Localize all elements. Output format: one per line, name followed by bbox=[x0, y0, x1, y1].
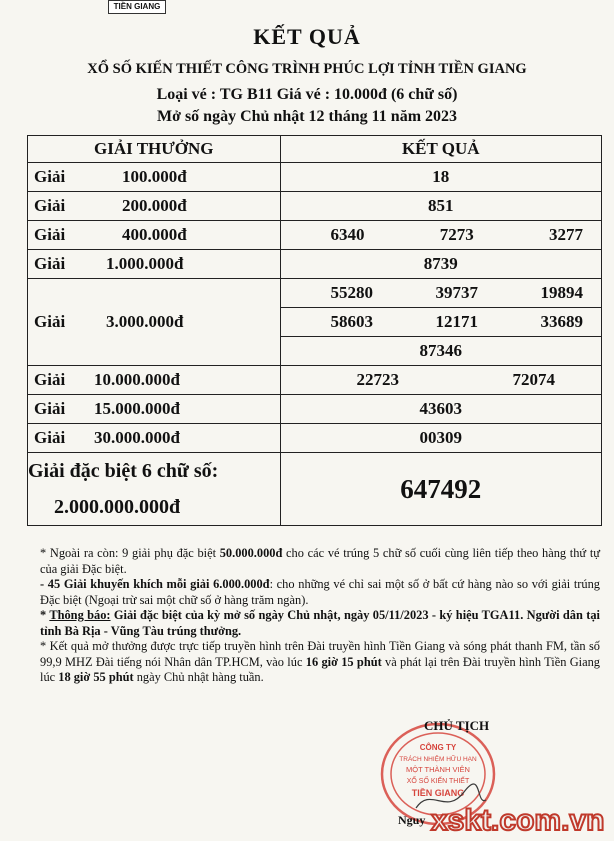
special-prize-number: 647492 bbox=[280, 453, 601, 526]
result-number: 58603 bbox=[330, 312, 374, 331]
table-row bbox=[28, 366, 602, 395]
result-cell bbox=[280, 308, 601, 337]
result-number: 22723 bbox=[356, 370, 400, 389]
table-row bbox=[28, 192, 602, 221]
result-number: 43603 bbox=[280, 395, 601, 424]
prize-amount: 10.000.000đ bbox=[94, 370, 180, 389]
prize-column-header: GIẢI THƯỞNG bbox=[28, 136, 281, 163]
result-number: 7273 bbox=[439, 225, 474, 244]
prize-amount: 30.000.000đ bbox=[94, 428, 180, 447]
prize-label: Giải bbox=[34, 312, 66, 331]
table-row bbox=[28, 424, 602, 453]
stamp-text: TRÁCH NHIỆM HỮU HẠN bbox=[399, 756, 477, 763]
ticket-info: Loại vé : TG B11 Giá vé : 10.000đ (6 chữ số) bbox=[156, 86, 458, 103]
prize-cell bbox=[28, 366, 281, 395]
signatory-title: CHỦ TỊCH bbox=[424, 718, 490, 733]
result-number: 8739 bbox=[280, 250, 601, 279]
prize-cell bbox=[28, 424, 281, 453]
result-number: 33689 bbox=[540, 312, 583, 331]
draw-date: Mở số ngày Chủ nhật 12 tháng 11 năm 2023 bbox=[156, 108, 458, 125]
special-prize-label: Giải đặc biệt 6 chữ số: bbox=[28, 453, 281, 490]
lottery-name: XỔ SỐ KIẾN THIẾT CÔNG TRÌNH PHÚC LỢI TỈNH TIỀN GIANG bbox=[87, 61, 527, 77]
result-number: 55280 bbox=[330, 283, 374, 302]
prize-cell bbox=[28, 192, 281, 221]
prize-cell bbox=[28, 279, 281, 366]
page-title: KẾT QUẢ bbox=[253, 24, 361, 49]
note-consolation-prizes: - 45 Giải khuyến khích mỗi giải 6.000.000đ: cho những vé chỉ sai một số ở bất cứ hàng nào so với giải trúng Đặc biệt (Ngoại trừ sai một chữ số ở hàng trăm ngàn). bbox=[40, 577, 600, 607]
stamp-text: CÔNG TY bbox=[419, 743, 457, 752]
note-broadcast: * Kết quả mở thưởng được trực tiếp truyền hình trên Đài truyền hình Tiền Giang và sóng phát thanh FM, tần số 99,9 MHZ Đài tiếng nói Nhân dân TP.HCM, vào lúc 16 giờ 15 phút và phát lại trên Đài truyền hình Tiền Giang lúc 18 giờ 55 phút ngày Chủ nhật hàng tuần. bbox=[40, 639, 600, 684]
prize-label: Giải bbox=[34, 254, 66, 273]
site-watermark: xskt.com.vn bbox=[431, 804, 605, 837]
prize-label: Giải bbox=[34, 428, 66, 447]
prize-cell bbox=[28, 395, 281, 424]
prize-cell bbox=[28, 250, 281, 279]
result-number: 12171 bbox=[435, 312, 479, 331]
note-extra-prizes: * Ngoài ra còn: 9 giải phụ đặc biệt 50.000.000đ cho các vé trúng 5 chữ số cuối cùng liên tiếp theo hàng thứ tự của giải Đặc biệt. bbox=[40, 546, 600, 576]
result-number: 87346 bbox=[280, 337, 601, 366]
notes-section bbox=[22, 546, 600, 686]
stamp-text: TIỀN GIANG bbox=[411, 788, 465, 798]
result-number: 6340 bbox=[330, 225, 365, 244]
result-number: 851 bbox=[280, 192, 601, 221]
result-cell bbox=[280, 221, 601, 250]
result-cell bbox=[280, 366, 601, 395]
table-header-row bbox=[28, 136, 602, 163]
result-number: 00309 bbox=[280, 424, 601, 453]
result-column-header: KẾT QUẢ bbox=[280, 136, 601, 163]
results-table bbox=[27, 135, 602, 526]
result-number: 18 bbox=[280, 163, 601, 192]
table-row bbox=[28, 163, 602, 192]
prize-label: Giải bbox=[34, 225, 66, 244]
prize-label: Giải bbox=[34, 196, 66, 215]
publisher-badge: TIỀN GIANG bbox=[108, 0, 166, 14]
special-prize-row bbox=[28, 453, 602, 490]
note-announcement: * Thông báo: Giải đặc biệt của kỳ mở số ngày Chủ nhật, ngày 05/11/2023 - ký hiệu TGA11. Người dân tại tỉnh Bà Rịa - Vũng Tàu trúng thưởng. bbox=[40, 608, 600, 638]
result-number: 72074 bbox=[512, 370, 555, 389]
result-number: 3277 bbox=[548, 225, 583, 244]
prize-amount: 200.000đ bbox=[122, 196, 187, 215]
prize-amount: 3.000.000đ bbox=[106, 312, 184, 331]
result-number: 19894 bbox=[540, 283, 583, 302]
prize-amount: 1.000.000đ bbox=[106, 254, 184, 273]
prize-cell bbox=[28, 221, 281, 250]
prize-label: Giải bbox=[34, 399, 66, 418]
prize-label: Giải bbox=[34, 370, 66, 389]
prize-cell bbox=[28, 163, 281, 192]
stamp-text: MỘT THÀNH VIÊN bbox=[406, 765, 470, 774]
result-cell bbox=[280, 279, 601, 308]
table-row bbox=[28, 395, 602, 424]
table-row bbox=[28, 279, 602, 308]
table-row bbox=[28, 250, 602, 279]
stamp-text: XỔ SỐ KIẾN THIẾT bbox=[406, 778, 470, 785]
prize-label: Giải bbox=[34, 167, 66, 186]
special-prize-amount: 2.000.000.000đ bbox=[28, 489, 281, 526]
prize-amount: 15.000.000đ bbox=[94, 399, 180, 418]
signatory-name: Nguy bbox=[398, 813, 426, 827]
table-row bbox=[28, 221, 602, 250]
result-number: 39737 bbox=[435, 283, 479, 302]
prize-amount: 100.000đ bbox=[122, 167, 187, 186]
prize-amount: 400.000đ bbox=[122, 225, 187, 244]
